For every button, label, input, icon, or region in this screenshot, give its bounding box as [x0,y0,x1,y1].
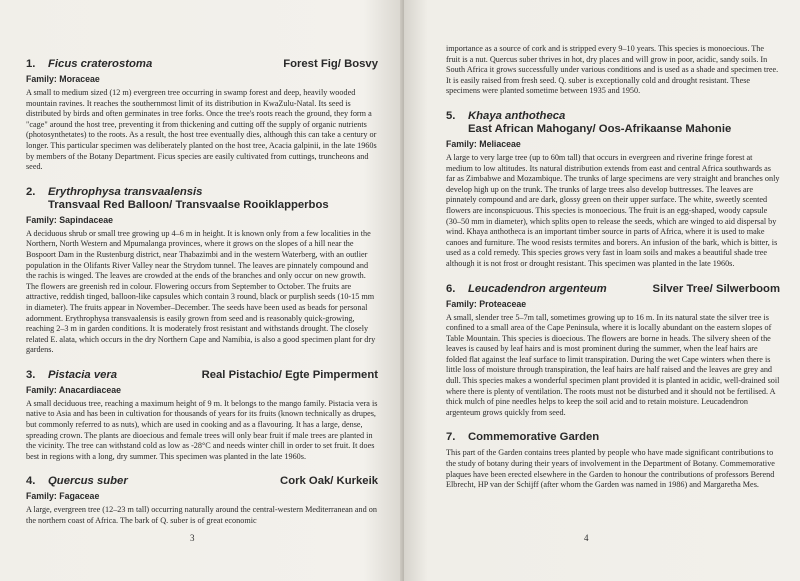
entry-number: 3. [26,368,36,381]
entry-heading [446,283,780,296]
entry-number: 2. [26,185,36,198]
entry-number: 5. [446,109,456,122]
scientific-name: Ficus craterostoma [48,58,153,70]
family-label: Family: Meliaceae [446,138,521,149]
entry-description: A small to medium sized (12 m) evergreen tree occurring in swamp forest and deep, heavily wooded mountain ravines. It reaches the southernmost limit of its distribution in KwaZulu-Natal. Its seed is distributed by birds and often germinates in tree forks. Once the tree's roots reach the ground, they form a "cage" around the host tree, preventing it from thickening and cutting off the supply of organic nutrients (photosynthetates) to the roots. As a result, the host tree eventually dies, although this can take a century or longer. This particular specimen was deliberately planted on the host tree, Acacia galpinii, in the late 1960s by members of the Botany Department. Ficus species are easily cultivated from cuttings, truncheons and seed. [26,88,377,172]
family-label: Family: Anacardiaceae [26,384,122,395]
entry-number: 1. [26,58,36,70]
entry-description: A large to very large tree (up to 60m tall) that occurs in evergreen and riverine fringe forest at medium to low altitudes. Its natural distribution extends from east and central Africa southwards as far as Zimbabwe and Mozambique. The trunks of large specimens are very straight and branches only develop high up on the trunk. The trunks of large trees also develop buttresses. The leaves are pinnately compound and are dark, glossy green on their upper surface. The white, sweetly scented flowers are inconspicuous. This species is monoecious. The fruit is an egg-shaped, woody capsule (30–50 mm in diameter), which splits open to release the seeds, which are winged to aid dispersal by wind. Khaya anthotheca is an important timber source in parts of Africa, where it is used to make canoes and furniture. The wood resists termites and borers. An infusion of the bark, which is bitter, is used as a cold remedy. This species grows very fast in loam soils and makes a beautiful shade tree although it is not frost or drought resistant. This specimen was planted in the late 1960s. [446,152,780,268]
entry-number: 4. [26,475,36,488]
common-name: Cork Oak/ Kurkeik [280,475,378,488]
entry-commemorative-garden [446,431,780,490]
entry-khaya [446,110,780,270]
entry-erythrophysa [26,186,378,356]
right-page [404,0,800,581]
scientific-name: Quercus suber [48,475,128,488]
entry-pistacia [26,369,378,463]
common-name: Real Pistachio/ Egte Pimperment [201,368,378,381]
common-name: East African Mahogany/ Oos-Afrikaanse Mahonie [468,122,732,135]
entry-number: 7. [446,431,456,444]
entry-quercus [26,475,378,526]
continued-entry [446,44,780,97]
left-page-content [26,58,378,540]
section-title: Commemorative Garden [468,431,600,444]
page-number: 4 [584,533,589,543]
right-page-content [446,44,780,504]
scientific-name: Leucadendron argenteum [468,282,607,295]
entry-leucadendron [446,283,780,419]
scientific-name: Erythrophysa transvaalensis [48,185,203,198]
entry-heading [26,369,378,382]
common-name: Silver Tree/ Silwerboom [652,282,780,295]
family-label: Family: Proteaceae [446,298,527,309]
entry-description: A large, evergreen tree (12–23 m tall) occurring naturally around the central-western Mediterranean and on the northern coast of Africa. The bark of Q. suber is of great economic [26,505,377,526]
entry-number: 6. [446,282,456,295]
scientific-name: Pistacia vera [48,368,118,381]
entry-description: A deciduous shrub or small tree growing up 4–6 m in height. It is known only from a few localities in the Northern, North Western and Mpumalanga provinces, where it grows on the slopes of a hill near the Bospoort Dam in the Rustenburg district, near Thabazimbi and in the western Waterberg, with an outlier population in the Olifants River Valley near the Strydom tunnel. The leaves are pinnately compound and the rachis is winged. The leaves are crowded at the ends of the branches and only occur on new growth. The flowers are greenish red in colour. Flowering occurs from September to October. The fruits are attractive, reddish tinged, balloon-like capsules which contain 3 round, black or purplish seeds (10-15 mm in diameter). The fruits appear in November–December. The seeds have been used as beads for personal adornment. Erythrophysa transvaalensis is easily grown from seed and is reasonably quick-growing, reaching 2–3 m in garden conditions. It is moderately frost resistant and withstands drought. The closely related E. alata, which occurs in the dry Northern Cape and Namibia, is also a good specimen plant for dry gardens. [26,228,376,355]
entry-description: This part of the Garden contains trees planted by people who have made significant contributions to the study of botany during their years of involvement in the Department of Botany. Commemorative plaques have been erected elsewhere in the Garden to honour the contributions of professors Berend Elbrecht, HP van der Schijff (after whom the Garden was named in 1986) and Margaretha Mes. [446,448,775,490]
family-label: Family: Fagaceae [26,491,100,502]
entry-heading [446,431,780,444]
entry-heading [26,186,378,199]
entry-description: A small deciduous tree, reaching a maximum height of 9 m. It belongs to the mango family. Pistacia vera is native to Asia and has been in cultivation for thousands of years for its fruits (known technically as drupes, but commonly referred to as nuts), which are used in cooking and as a flavouring. It has a large, dense, spreading crown. The plants are dioecious and female trees will only bear fruit if male trees are planted in the vicinity. The tree can withstand cold as low as -28°C and needs winter chill in order to set fruit. It does best in regions with a long, dry summer. This specimen was planted in the late 1960s. [26,398,378,461]
entry-heading [446,110,780,123]
scientific-name: Khaya anthotheca [468,109,566,122]
page-number: 3 [190,533,195,543]
entry-description: importance as a source of cork and is stripped every 9–10 years. This species is monoecious. The fruit is a nut. Quercus suber thrives in hot, dry places and will grow in poor, acidic, sandy soils. In South Africa it grows successfully under various conditions and is used as a shade and specimen tree. It is easily raised from fresh seed. Q. suber is exceptionally cold and drought resistant. These specimens were planted sometime between 1935 and 1950. [446,44,779,96]
common-name: Transvaal Red Balloon/ Transvaalse Rooiklapperbos [48,198,329,211]
entry-ficus [26,58,378,173]
family-label: Family: Sapindaceae [26,214,114,225]
common-name: Forest Fig/ Bosvy [283,58,378,70]
family-label: Family: Moraceae [26,74,100,84]
entry-heading [26,475,378,488]
entry-heading [26,58,378,71]
entry-description: A small, slender tree 5–7m tall, sometimes growing up to 16 m. In its natural state the silver tree is confined to a small area of the Cape Peninsula, where it is locally abundant on the eastern slopes of Table Mountain. This species is dioecious. The flowers are borne in heads. The silvery sheen of the leaves is caused by leaf hairs and is most prominent during the summer, when the leaf hairs are folded flat against the leaf surface to limit transpiration. During the wet Cape winters when there is little loss of moisture through transpiration, the leaf hairs are half raised and the leaves are grey and dull. This species makes a wonderful specimen plant provided it is planted in acidic, well-drained soil where there is plenty of ventilation. The roots must not be disturbed and it should not be fertilised. A thick mulch of pine needles helps to keep the soil acid and to retain moisture. Leucadendron argenteum grows quickly from seed. [446,312,780,417]
